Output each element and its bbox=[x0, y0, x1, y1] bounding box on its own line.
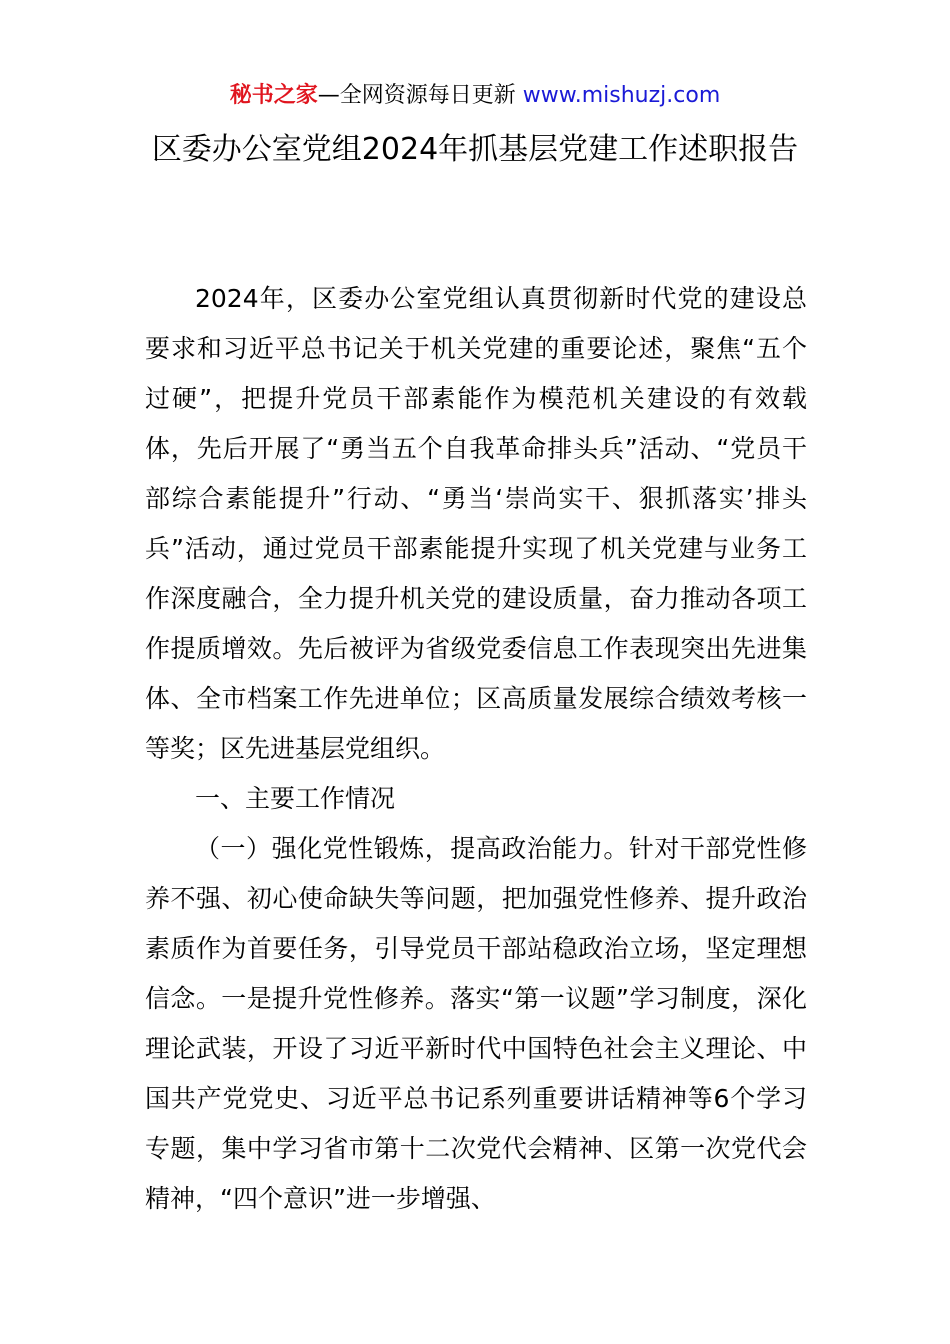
brand-name: 秘书之家 bbox=[229, 83, 318, 108]
document-body bbox=[145, 274, 807, 1224]
document-title: 区委办公室党组2024年抓基层党建工作述职报告 bbox=[151, 132, 799, 167]
header-tagline: —全网资源每日更新 bbox=[317, 83, 516, 108]
intro-paragraph: 2024年，区委办公室党组认真贯彻新时代党的建设总要求和习近平总书记关于机关党建的重要论述，聚焦“五个过硬”，把提升党员干部素能作为模范机关建设的有效载体，先后开展了“勇当五个自我革命排头兵”活动、“党员干部综合素能提升”行动、“勇当‘崇尚实干、狠抓落实’排头兵”活动，通过党员干部素能提升实现了机关党建与业务工作深度融合，全力提升机关党的建设质量，奋力推动各项工作提质增效。先后被评为省级党委信息工作表现突出先进集体、全市档案工作先进单位；区高质量发展综合绩效考核一等奖；区先进基层党组织。 bbox=[145, 284, 807, 763]
site-url[interactable]: www.mishuzj.com bbox=[522, 83, 721, 108]
body-paragraph: （一）强化党性锻炼，提高政治能力。针对干部党性修养不强、初心使命缺失等问题，把加强党性修养、提升政治素质作为首要任务，引导党员干部站稳政治立场，坚定理想信念。一是提升党性修养。落实“第一议题”学习制度，深化理论武装，开设了习近平新时代中国特色社会主义理论、中国共产党党史、习近平总书记系列重要讲话精神等6个学习专题，集中学习省市第十二次党代会精神、区第一次党代会精神，“四个意识”进一步增强、 bbox=[145, 834, 807, 1213]
site-header bbox=[0, 80, 950, 112]
section-heading: 一、主要工作情况 bbox=[195, 784, 396, 813]
